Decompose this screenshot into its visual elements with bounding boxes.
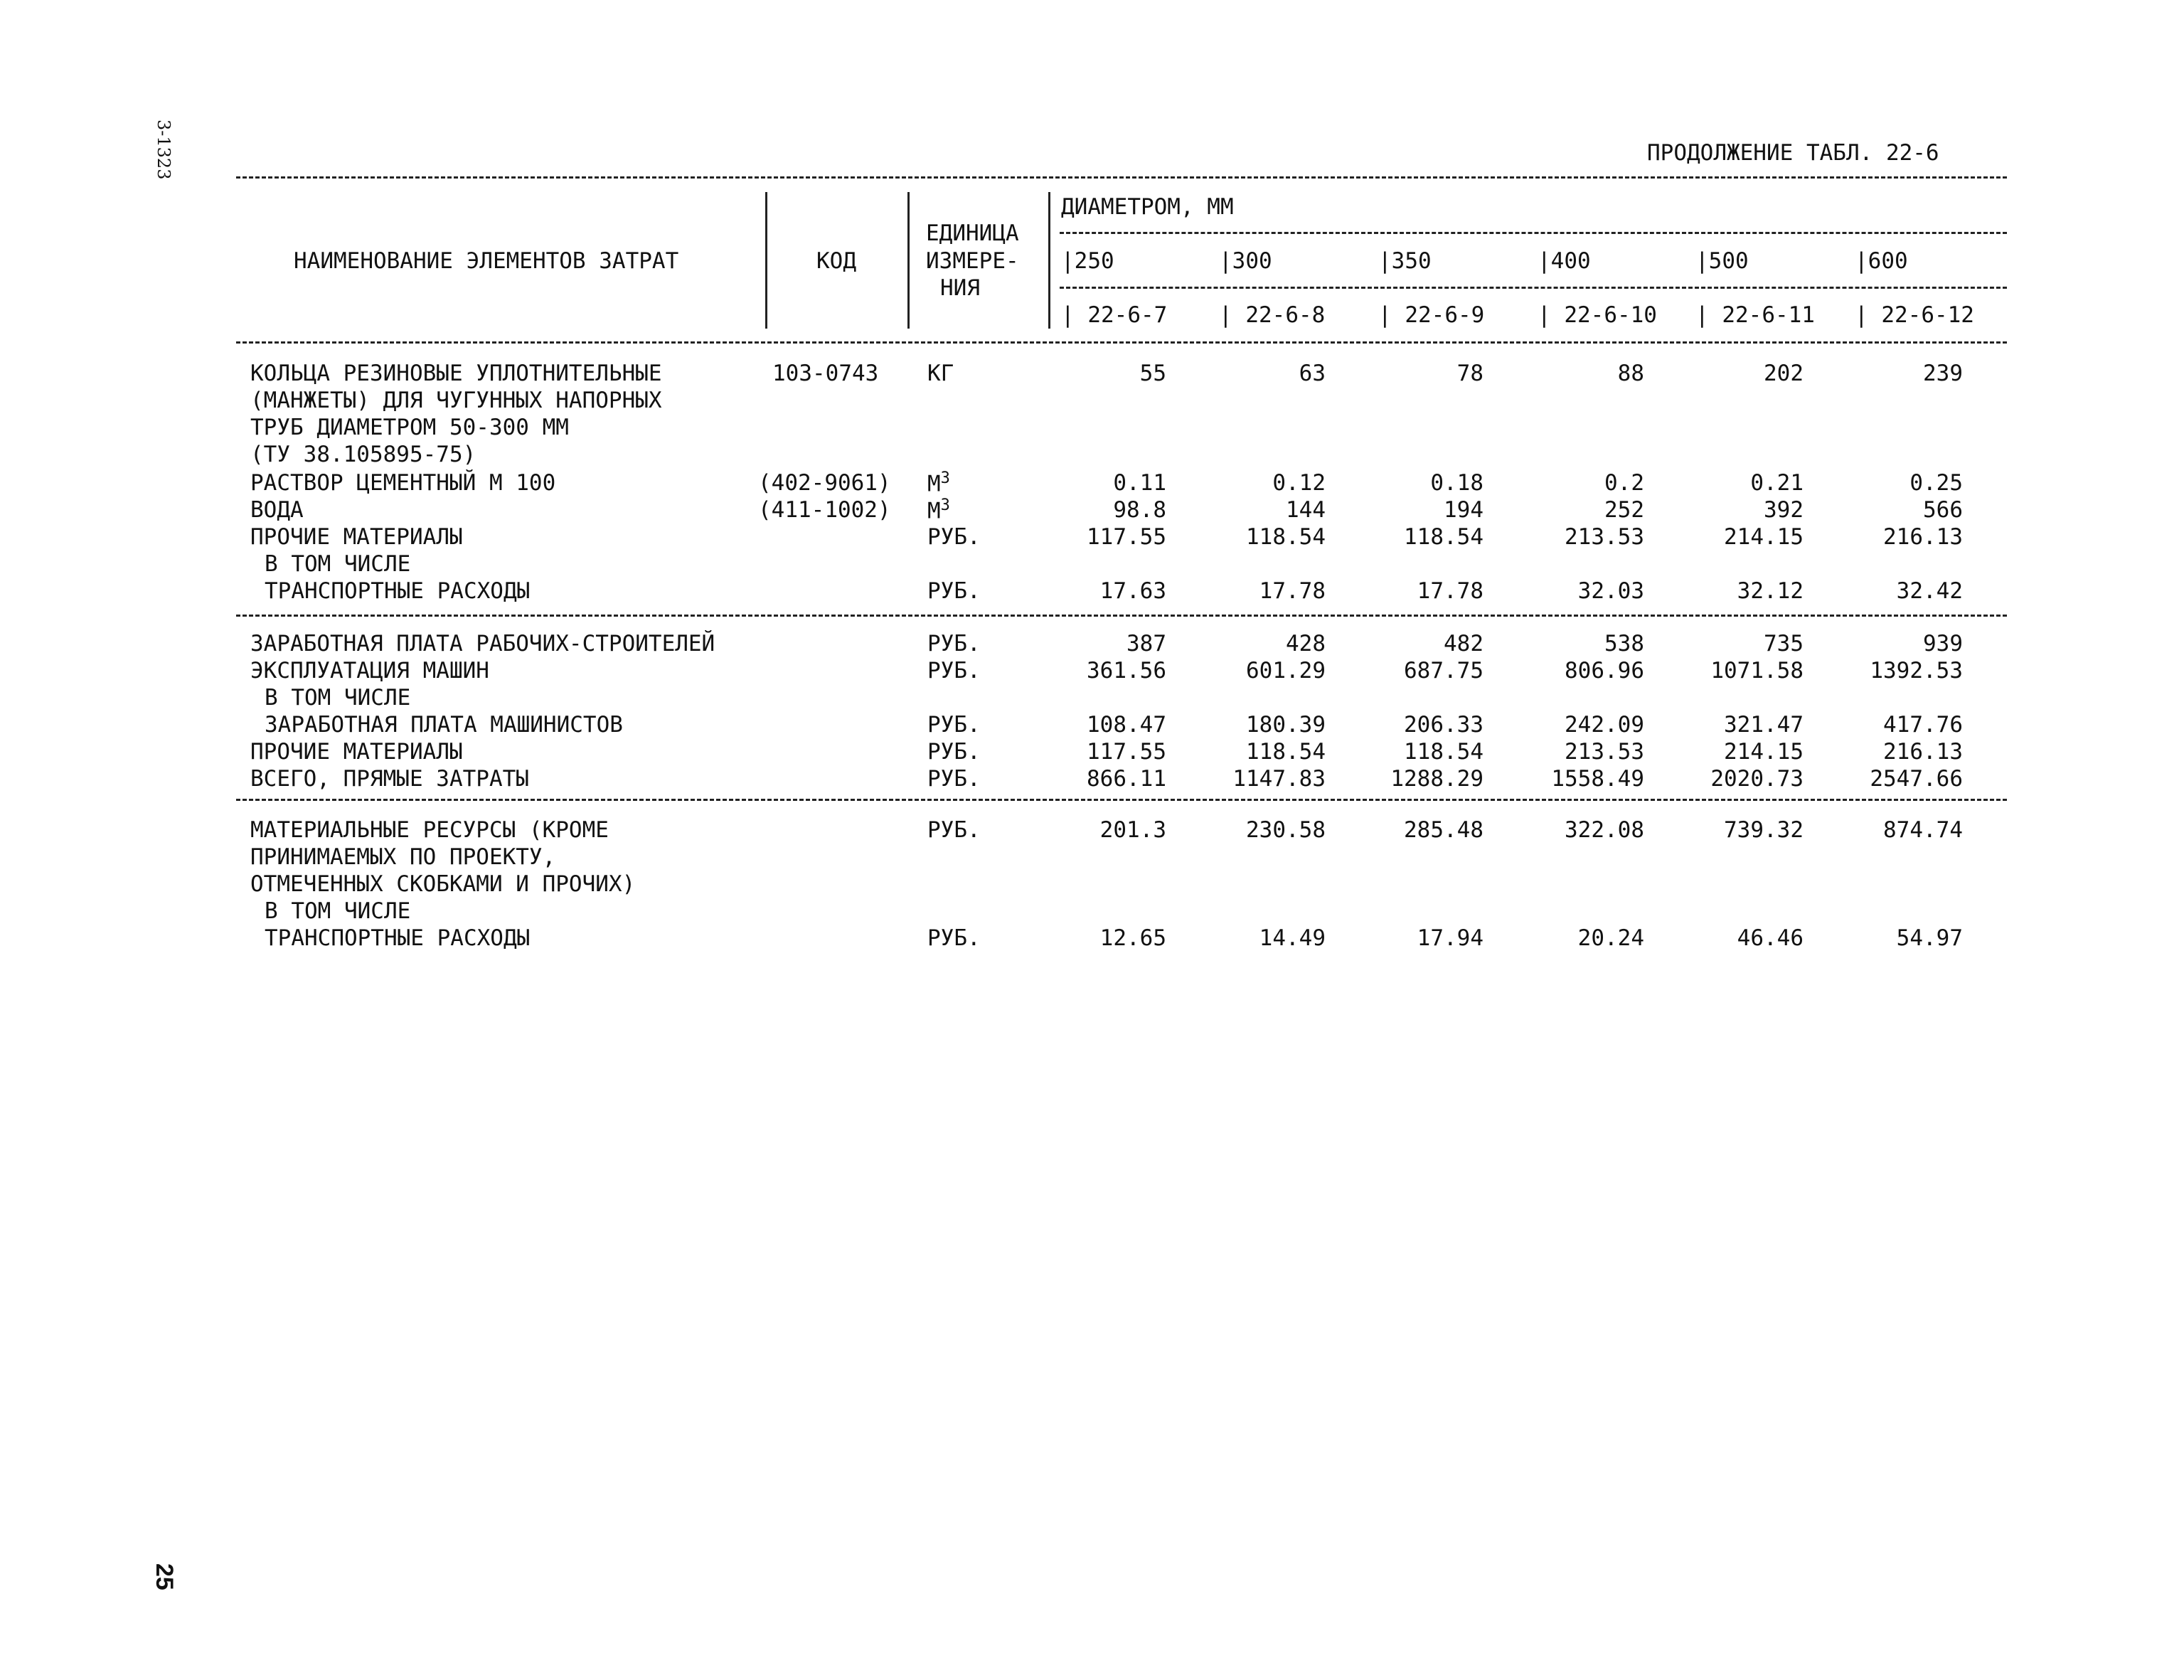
row-value: 387: [1126, 631, 1166, 656]
row-value: 17.78: [1417, 578, 1483, 604]
rule-diameter: [1060, 232, 2007, 234]
row-value: 213.53: [1565, 739, 1644, 765]
row-name: ТРАНСПОРТНЫЕ РАСХОДЫ: [265, 925, 531, 951]
row-value: 213.53: [1565, 524, 1644, 550]
diameter-cell: |400: [1538, 248, 1591, 274]
row-value: 201.3: [1099, 817, 1166, 843]
row-value: 17.63: [1099, 578, 1166, 604]
row-name: ТРУБ ДИАМЕТРОМ 50-300 ММ: [250, 415, 569, 440]
row-value: 180.39: [1246, 712, 1326, 738]
row-value: 0.18: [1430, 470, 1483, 496]
diameter-cell: |600: [1855, 248, 1908, 274]
row-unit: РУБ.: [927, 817, 981, 843]
row-value: 46.46: [1737, 925, 1804, 951]
code-cell: | 22-6-10: [1538, 302, 1657, 328]
row-value: 566: [1923, 497, 1963, 523]
row-value: 538: [1604, 631, 1644, 656]
row-value: 117.55: [1087, 524, 1166, 550]
row-name: ТРАНСПОРТНЫЕ РАСХОДЫ: [265, 578, 531, 604]
row-value: 0.2: [1604, 470, 1644, 496]
row-unit: $М^3$: [927, 469, 950, 497]
row-value: 428: [1286, 631, 1326, 656]
row-value: 214.15: [1724, 524, 1804, 550]
row-value: 20.24: [1577, 925, 1644, 951]
row-value: 216.13: [1883, 739, 1963, 765]
row-value: 17.78: [1259, 578, 1326, 604]
row-name: ПРОЧИЕ МАТЕРИАЛЫ: [250, 739, 463, 765]
code-cell: | 22-6-11: [1695, 302, 1815, 328]
row-name: ВОДА: [250, 497, 304, 523]
row-name: ЭКСПЛУАТАЦИЯ МАШИН: [250, 658, 489, 684]
row-name: ЗАРАБОТНАЯ ПЛАТА РАБОЧИХ-СТРОИТЕЛЕЙ: [250, 631, 715, 656]
row-value: 118.54: [1404, 524, 1483, 550]
sep-unit-values: [1048, 192, 1050, 329]
row-value: 63: [1299, 361, 1326, 386]
row-value: 117.55: [1087, 739, 1166, 765]
row-value: 98.8: [1113, 497, 1166, 523]
code-cell: | 22-6-8: [1219, 302, 1326, 328]
header-unit-2: ИЗМЕРЕ-: [926, 248, 1019, 274]
code-cell: | 22-6-7: [1061, 302, 1168, 328]
row-value: 194: [1444, 497, 1483, 523]
diameter-cell: |250: [1061, 248, 1114, 274]
row-code: (411-1002): [758, 497, 891, 523]
row-value: 202: [1764, 361, 1804, 386]
row-name: В ТОМ ЧИСЛЕ: [265, 685, 411, 711]
rule-top: [236, 176, 2007, 179]
row-value: 88: [1617, 361, 1644, 386]
row-value: 242.09: [1565, 712, 1644, 738]
row-unit: РУБ.: [927, 578, 981, 604]
row-unit: РУБ.: [927, 631, 981, 656]
row-name: ПРОЧИЕ МАТЕРИАЛЫ: [250, 524, 463, 550]
row-value: 2020.73: [1710, 766, 1804, 792]
row-value: 12.65: [1099, 925, 1166, 951]
sep-code-unit: [907, 192, 910, 329]
rule-header-bottom: [236, 341, 2007, 344]
row-value: 55: [1139, 361, 1166, 386]
row-value: 1392.53: [1870, 658, 1963, 684]
row-value: 417.76: [1883, 712, 1963, 738]
row-value: 687.75: [1404, 658, 1483, 684]
diameter-cell: |300: [1219, 248, 1272, 274]
row-value: 0.12: [1272, 470, 1326, 496]
row-value: 806.96: [1565, 658, 1644, 684]
row-code: (402-9061): [758, 470, 891, 496]
row-value: 54.97: [1896, 925, 1963, 951]
row-value: 361.56: [1087, 658, 1166, 684]
row-value: 285.48: [1404, 817, 1483, 843]
row-value: 14.49: [1259, 925, 1326, 951]
row-value: 0.25: [1909, 470, 1963, 496]
row-value: 322.08: [1565, 817, 1644, 843]
row-unit: РУБ.: [927, 658, 981, 684]
row-value: 2547.66: [1870, 766, 1963, 792]
row-name: В ТОМ ЧИСЛЕ: [265, 898, 411, 924]
row-name: (МАНЖЕТЫ) ДЛЯ ЧУГУННЫХ НАПОРНЫХ: [250, 388, 662, 413]
row-value: 239: [1923, 361, 1963, 386]
row-value: 32.12: [1737, 578, 1804, 604]
row-value: 216.13: [1883, 524, 1963, 550]
row-value: 482: [1444, 631, 1483, 656]
row-value: 118.54: [1246, 524, 1326, 550]
row-value: 32.03: [1577, 578, 1644, 604]
header-diameter: ДИАМЕТРОМ, ММ: [1061, 194, 1234, 220]
row-value: 735: [1764, 631, 1804, 656]
header-unit-1: ЕДИНИЦА: [926, 220, 1019, 246]
row-value: 252: [1604, 497, 1644, 523]
row-value: 1071.58: [1710, 658, 1804, 684]
header-unit-3: НИЯ: [940, 275, 980, 301]
row-value: 874.74: [1883, 817, 1963, 843]
table-caption: ПРОДОЛЖЕНИЕ ТАБЛ. 22-6: [1647, 140, 1939, 166]
row-value: 118.54: [1246, 739, 1326, 765]
row-unit: РУБ.: [927, 739, 981, 765]
row-unit: $М^3$: [927, 496, 950, 524]
rule-group-2: [236, 799, 2007, 801]
rule-group-1: [236, 615, 2007, 617]
row-value: 32.42: [1896, 578, 1963, 604]
row-value: 739.32: [1724, 817, 1804, 843]
page-number: 25: [151, 1563, 178, 1590]
row-value: 206.33: [1404, 712, 1483, 738]
row-value: 1558.49: [1551, 766, 1644, 792]
row-value: 0.21: [1750, 470, 1804, 496]
row-unit: КГ: [927, 361, 954, 386]
row-name: В ТОМ ЧИСЛЕ: [265, 551, 411, 577]
row-unit: РУБ.: [927, 766, 981, 792]
row-value: 1288.29: [1390, 766, 1483, 792]
row-name: КОЛЬЦА РЕЗИНОВЫЕ УПЛОТНИТЕЛЬНЫЕ: [250, 361, 662, 386]
code-cell: | 22-6-9: [1378, 302, 1485, 328]
row-value: 321.47: [1724, 712, 1804, 738]
row-code: 103-0743: [772, 361, 879, 386]
side-code: 3-1323: [154, 119, 174, 180]
row-value: 939: [1923, 631, 1963, 656]
row-value: 230.58: [1246, 817, 1326, 843]
header-name: НАИМЕНОВАНИЕ ЭЛЕМЕНТОВ ЗАТРАТ: [294, 248, 679, 274]
row-value: 108.47: [1087, 712, 1166, 738]
header-code: КОД: [816, 248, 856, 274]
row-name: МАТЕРИАЛЬНЫЕ РЕСУРСЫ (КРОМЕ: [250, 817, 609, 843]
row-unit: РУБ.: [927, 524, 981, 550]
row-name: РАСТВОР ЦЕМЕНТНЫЙ М 100: [250, 470, 556, 496]
row-unit: РУБ.: [927, 925, 981, 951]
row-value: 1147.83: [1232, 766, 1326, 792]
row-value: 118.54: [1404, 739, 1483, 765]
row-unit: РУБ.: [927, 712, 981, 738]
row-name: ВСЕГО, ПРЯМЫЕ ЗАТРАТЫ: [250, 766, 529, 792]
row-value: 392: [1764, 497, 1804, 523]
row-name: (ТУ 38.105895-75): [250, 442, 476, 467]
row-name: ПРИНИМАЕМЫХ ПО ПРОЕКТУ,: [250, 844, 556, 870]
row-value: 601.29: [1246, 658, 1326, 684]
row-name: ОТМЕЧЕННЫХ СКОБКАМИ И ПРОЧИХ): [250, 871, 636, 897]
diameter-cell: |500: [1695, 248, 1749, 274]
sep-name-code: [765, 192, 767, 329]
row-value: 0.11: [1113, 470, 1166, 496]
row-value: 866.11: [1087, 766, 1166, 792]
row-value: 78: [1456, 361, 1483, 386]
code-cell: | 22-6-12: [1855, 302, 1974, 328]
row-value: 17.94: [1417, 925, 1483, 951]
row-value: 214.15: [1724, 739, 1804, 765]
row-name: ЗАРАБОТНАЯ ПЛАТА МАШИНИСТОВ: [265, 712, 623, 738]
row-value: 144: [1286, 497, 1326, 523]
rule-codes: [1060, 287, 2007, 289]
diameter-cell: |350: [1378, 248, 1432, 274]
